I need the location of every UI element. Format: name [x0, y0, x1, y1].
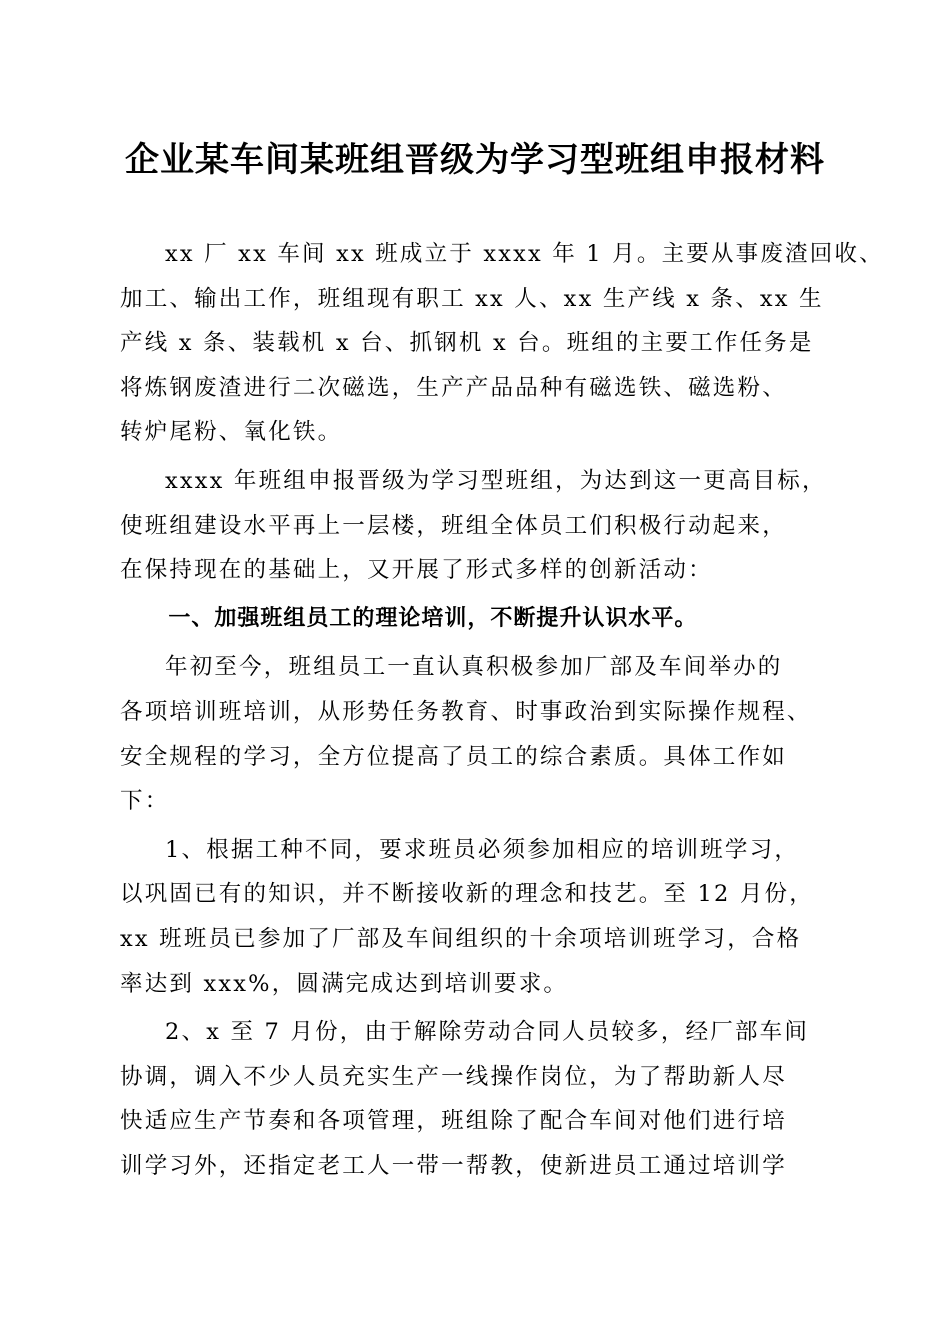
text-line: 快适应生产节奏和各项管理，班组除了配合车间对他们进行培	[120, 1108, 787, 1135]
paragraph-intro	[120, 232, 884, 455]
text-line: 下：	[120, 788, 170, 815]
paragraph-goal	[120, 459, 830, 593]
text-line: 率达到 xxx%，圆满完成达到培训要求。	[120, 970, 569, 997]
text-line: 产线 x 条、装载机 x 台、抓钢机 x 台。班组的主要工作任务是	[120, 330, 814, 357]
paragraph-training	[120, 645, 830, 823]
text-line: 年初至今，班组员工一直认真积极参加厂部及车间举办的	[165, 654, 783, 681]
document-title: 企业某车间某班组晋级为学习型班组申报材料	[125, 140, 825, 180]
text-line: 在保持现在的基础上，又开展了形式多样的创新活动：	[120, 557, 713, 584]
text-line: 训学习外，还指定老工人一带一帮教，使新进员工通过培训学	[120, 1152, 787, 1179]
heading-line: 一、加强班组员工的理论培训，不断提升认识水平。	[168, 605, 698, 631]
text-line: 使班组建设水平再上一层楼，班组全体员工们积极行动起来，	[120, 512, 787, 539]
paragraph-item-1	[120, 828, 830, 1006]
text-line: 以巩固已有的知识，并不断接收新的理念和技艺。至 12 月份，	[120, 881, 814, 908]
text-line: 2、x 至 7 月份，由于解除劳动合同人员较多，经厂部车间	[165, 1019, 810, 1046]
text-line: 1、根据工种不同，要求班员必须参加相应的培训班学习，	[165, 836, 800, 863]
text-line: 安全规程的学习，全方位提高了员工的综合素质。具体工作如	[120, 743, 787, 770]
section-heading-1	[120, 597, 830, 642]
text-line: 加工、输出工作，班组现有职工 xx 人、xx 生产线 x 条、xx 生	[120, 285, 824, 312]
text-line: 转炉尾粉、氧化铁。	[120, 419, 343, 446]
text-line: 将炼钢废渣进行二次磁选，生产产品品种有磁选铁、磁选粉、	[120, 374, 787, 401]
text-line: 协调，调入不少人员充实生产一线操作岗位，为了帮助新人尽	[120, 1063, 787, 1090]
document-body	[120, 232, 884, 1192]
text-line: xx 班班员已参加了厂部及车间组织的十余项培训班学习，合格	[120, 925, 802, 952]
text-line: xx 厂 xx 车间 xx 班成立于 xxxx 年 1 月。主要从事废渣回收、	[165, 241, 884, 267]
text-line: xxxx 年班组申报晋级为学习型班组，为达到这一更高目标，	[165, 467, 827, 494]
paragraph-item-2	[120, 1010, 830, 1188]
text-line: 各项培训班培训，从形势任务教育、时事政治到实际操作规程、	[120, 698, 812, 725]
